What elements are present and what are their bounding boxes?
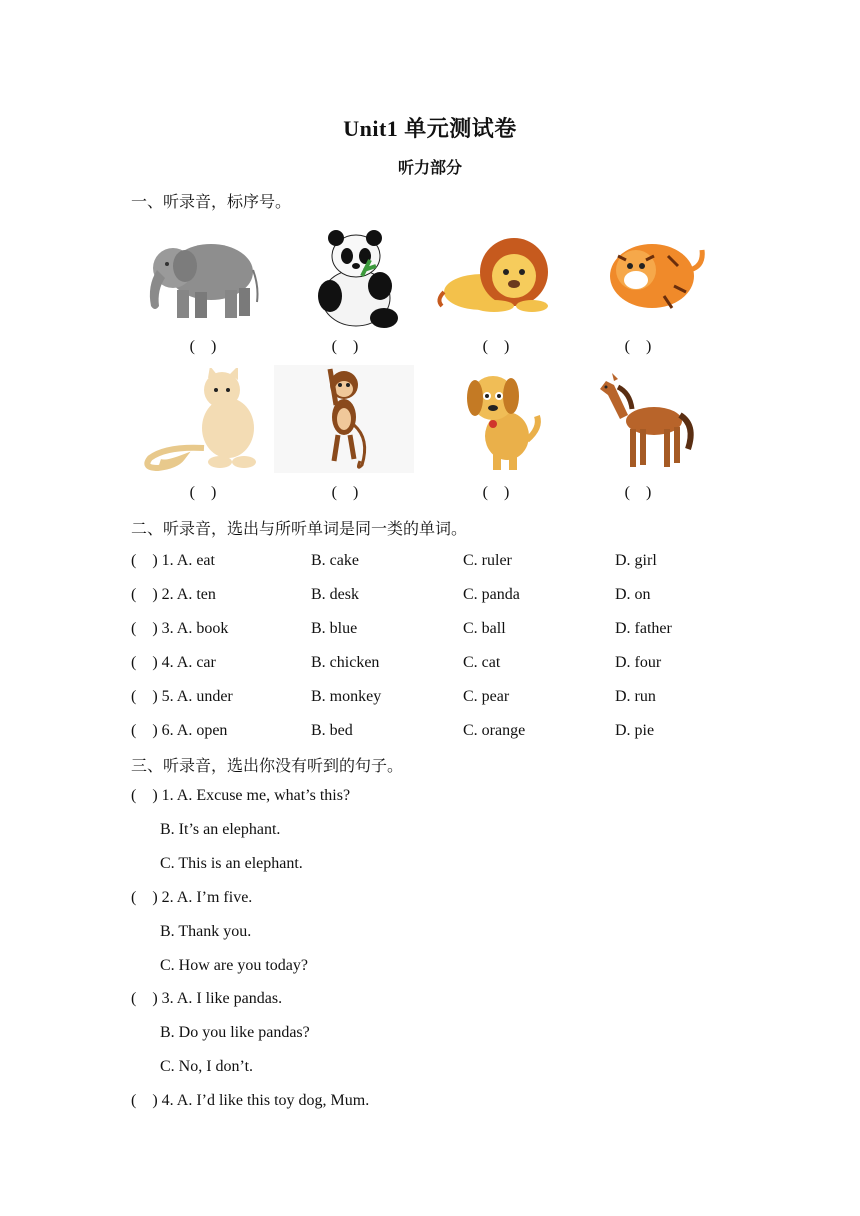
option-b: B. cake — [311, 552, 359, 569]
option-b: B. monkey — [311, 688, 382, 705]
section3-heading: 三、听录音，选出你没有听到的句子。 — [131, 758, 404, 775]
question-2-option-b: B. Thank you. — [160, 923, 252, 940]
panda-icon — [290, 226, 430, 334]
option-b: B. chicken — [311, 654, 380, 671]
question-1-line-a: ( ) 1. A. Excuse me, what’s this? — [131, 787, 351, 804]
answer-blank-2[interactable]: ( ) — [331, 338, 359, 355]
question-2-line-a: ( ) 2. A. I’m five. — [131, 889, 253, 906]
option-d: D. four — [615, 654, 662, 671]
option-c: C. pear — [463, 688, 510, 705]
question-3-option-b: B. Do you like pandas? — [160, 1024, 310, 1041]
answer-blank-5[interactable]: ( ) — [189, 484, 217, 501]
question-1-option-c: C. This is an elephant. — [160, 855, 303, 872]
question-2-option-c: C. How are you today? — [160, 957, 308, 974]
answer-blank-4[interactable]: ( ) — [624, 338, 652, 355]
question-stem: ( ) 3. A. book — [131, 620, 229, 637]
answer-blank-3[interactable]: ( ) — [482, 338, 510, 355]
elephant-icon — [133, 226, 273, 334]
option-d: D. run — [615, 688, 656, 705]
option-d: D. pie — [615, 722, 655, 739]
page-subtitle: 听力部分 — [397, 160, 462, 177]
dog-icon — [427, 368, 567, 476]
option-c: C. panda — [463, 586, 520, 603]
question-stem: ( ) 1. A. eat — [131, 552, 215, 569]
tiger-icon — [578, 226, 718, 334]
question-stem: ( ) 2. A. ten — [131, 586, 216, 603]
option-d: D. father — [615, 620, 672, 637]
option-b: B. blue — [311, 620, 358, 637]
section2-heading: 二、听录音，选出与所听单词是同一类的单词。 — [131, 521, 468, 538]
option-d: D. girl — [615, 552, 657, 569]
answer-blank-6[interactable]: ( ) — [331, 484, 359, 501]
question-3-line-a: ( ) 3. A. I like pandas. — [131, 990, 283, 1007]
cat-icon — [136, 368, 276, 476]
option-c: C. cat — [463, 654, 501, 671]
option-b: B. desk — [311, 586, 359, 603]
question-4-line-a: ( ) 4. A. I’d like this toy dog, Mum. — [131, 1092, 370, 1109]
question-stem: ( ) 5. A. under — [131, 688, 233, 705]
answer-blank-7[interactable]: ( ) — [482, 484, 510, 501]
monkey-icon — [274, 365, 414, 473]
section1-heading: 一、听录音，标序号。 — [131, 194, 292, 211]
option-b: B. bed — [311, 722, 353, 739]
option-c: C. ball — [463, 620, 506, 637]
question-3-option-c: C. No, I don’t. — [160, 1058, 254, 1075]
horse-icon — [578, 365, 718, 473]
option-c: C. ruler — [463, 552, 512, 569]
answer-blank-8[interactable]: ( ) — [624, 484, 652, 501]
answer-blank-1[interactable]: ( ) — [189, 338, 217, 355]
question-stem: ( ) 6. A. open — [131, 722, 228, 739]
question-stem: ( ) 4. A. car — [131, 654, 216, 671]
question-1-option-b: B. It’s an elephant. — [160, 821, 281, 838]
option-d: D. on — [615, 586, 651, 603]
lion-icon — [434, 226, 574, 334]
page-title: Unit1 单元测试卷 — [343, 116, 517, 141]
option-c: C. orange — [463, 722, 526, 739]
